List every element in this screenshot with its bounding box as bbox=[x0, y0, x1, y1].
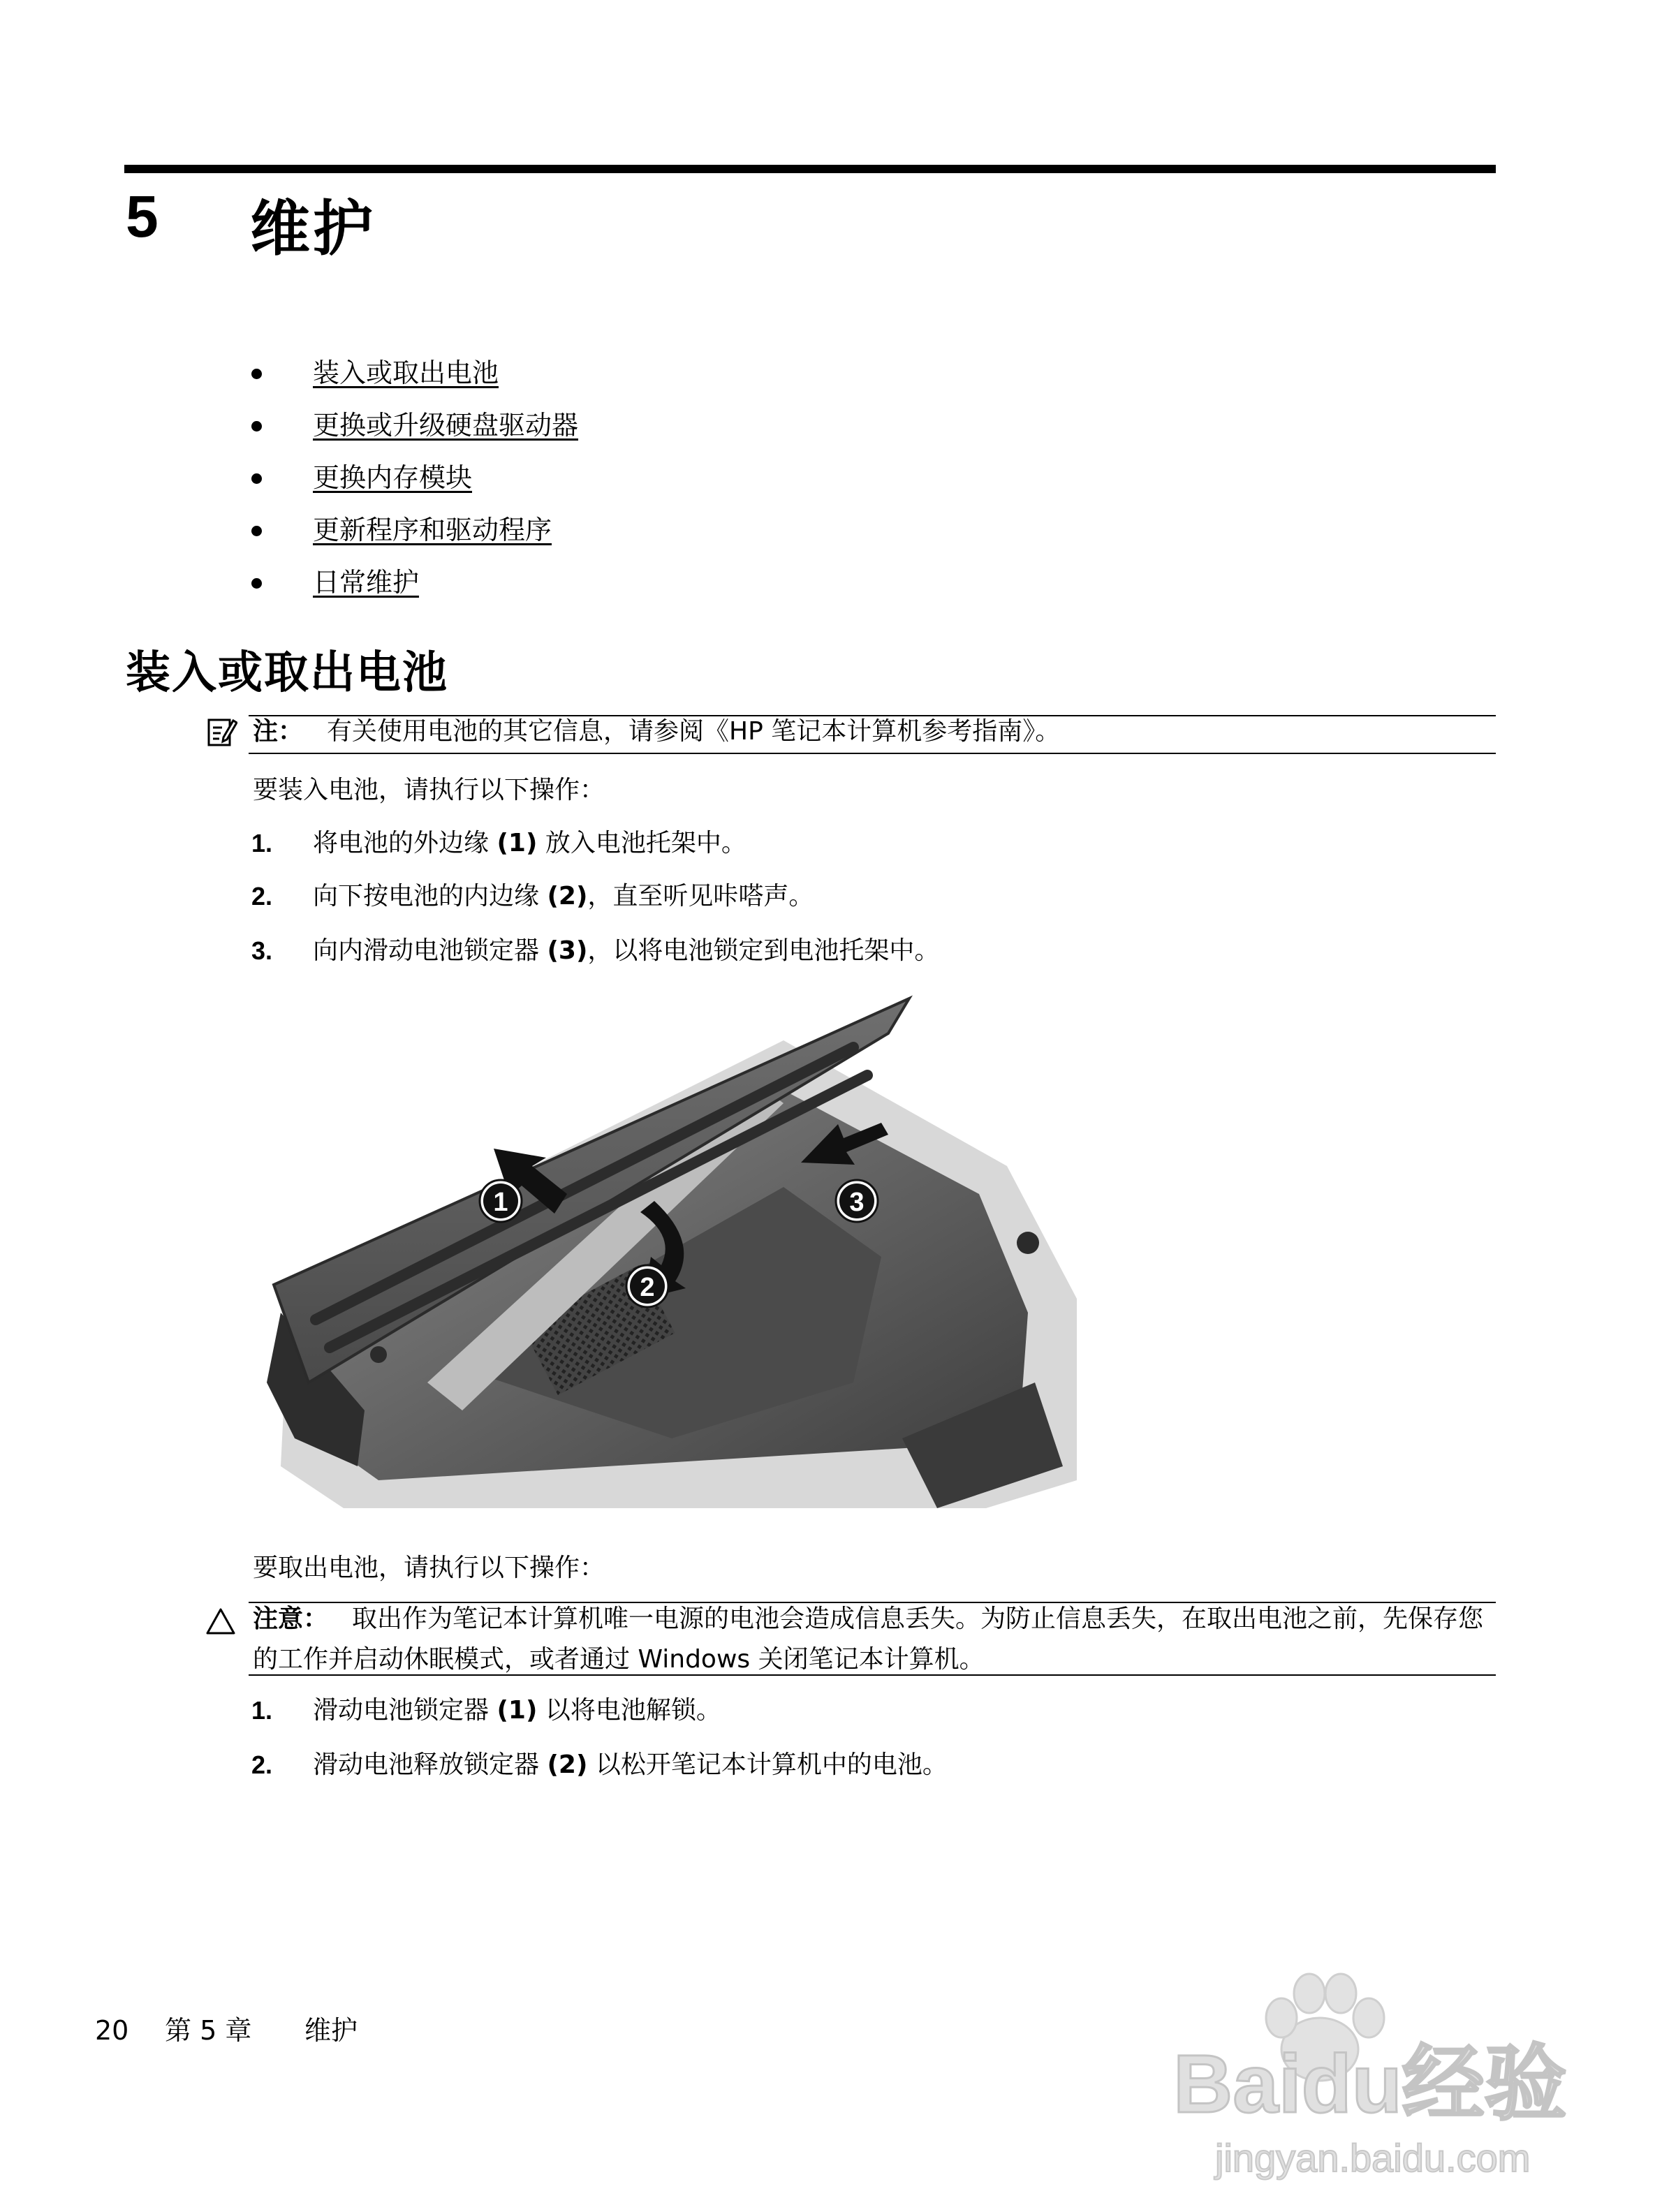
warning-triangle-icon bbox=[205, 1607, 236, 1635]
insert-step-3 bbox=[313, 933, 939, 969]
step-number: 1. bbox=[251, 829, 273, 857]
footer-chapter-label: 第 5 章 bbox=[165, 2015, 252, 2046]
remove-step-1 bbox=[313, 1693, 721, 1729]
chapter-rule bbox=[124, 165, 1496, 173]
step-text: 以松开笔记本计算机中的电池。 bbox=[587, 1750, 948, 1779]
callout-ref: (1) bbox=[497, 1696, 538, 1725]
step-number: 2. bbox=[251, 882, 273, 910]
step-text: 向内滑动电池锁定器 bbox=[313, 936, 547, 965]
step-text: 将电池的外边缘 bbox=[313, 829, 497, 857]
callout-1-label: 1 bbox=[493, 1188, 508, 1217]
callout-2-label: 2 bbox=[640, 1273, 655, 1302]
step-number: 2. bbox=[251, 1750, 273, 1779]
caution-bottom-rule bbox=[249, 1674, 1496, 1676]
battery-insert-illustration bbox=[253, 991, 1077, 1508]
section-title: 装入或取出电池 bbox=[126, 647, 448, 699]
caution-text: 取出作为笔记本计算机唯一电源的电池会造成信息丢失。为防止信息丢失，在取出电池之前，先保存您的工作并启动休眠模式，或者通过 Windows 关闭笔记本计算机。 bbox=[253, 1605, 1484, 1674]
insert-intro: 要装入电池，请执行以下操作： bbox=[253, 776, 605, 804]
toc-link-updates[interactable]: 更新程序和驱动程序 bbox=[313, 515, 552, 545]
baidu-jingyan-watermark bbox=[1131, 1913, 1620, 2206]
watermark-url: jingyan.baidu.com bbox=[1215, 2136, 1531, 2180]
note bbox=[253, 714, 1060, 750]
chapter-title: 维护 bbox=[250, 194, 376, 264]
step-text: ，直至听见咔嗒声。 bbox=[587, 882, 814, 910]
toc-link-hard-drive[interactable]: 更换或升级硬盘驱动器 bbox=[313, 410, 579, 441]
caution-label: 注意： bbox=[253, 1605, 329, 1633]
toc-link-memory[interactable]: 更换内存模块 bbox=[313, 462, 473, 493]
insert-step-2 bbox=[313, 878, 814, 915]
callout-3 bbox=[836, 1180, 878, 1222]
note-text: 有关使用电池的其它信息，请参阅《HP 笔记本计算机参考指南》。 bbox=[327, 717, 1061, 746]
footer-chapter-title: 维护 bbox=[304, 2015, 358, 2046]
bullet-icon bbox=[251, 421, 262, 432]
step-text: ，以将电池锁定到电池托架中。 bbox=[587, 936, 940, 965]
callout-1 bbox=[480, 1180, 522, 1222]
callout-ref: (2) bbox=[547, 1750, 588, 1779]
callout-3-label: 3 bbox=[849, 1188, 865, 1217]
callout-ref: (1) bbox=[497, 829, 538, 857]
callout-2 bbox=[626, 1265, 668, 1307]
note-bottom-rule bbox=[249, 753, 1496, 754]
note-label: 注： bbox=[253, 717, 304, 746]
step-text: 放入电池托架中。 bbox=[537, 829, 747, 857]
bullet-icon bbox=[251, 473, 262, 484]
step-number: 1. bbox=[251, 1696, 273, 1725]
page-number: 20 bbox=[95, 2015, 129, 2046]
toc-link-routine-care[interactable]: 日常维护 bbox=[313, 567, 420, 598]
caution bbox=[253, 1599, 1496, 1680]
chapter-number: 5 bbox=[126, 184, 159, 249]
step-text: 以将电池解锁。 bbox=[537, 1696, 721, 1725]
callout-ref: (3) bbox=[547, 936, 588, 965]
step-number: 3. bbox=[251, 936, 273, 965]
remove-intro: 要取出电池，请执行以下操作： bbox=[253, 1554, 605, 1582]
bullet-icon bbox=[251, 369, 262, 379]
note-icon bbox=[207, 716, 237, 747]
watermark-brand: Baidu经验 bbox=[1173, 2038, 1567, 2130]
callout-ref: (2) bbox=[547, 882, 588, 910]
step-text: 向下按电池的内边缘 bbox=[313, 882, 547, 910]
insert-step-1 bbox=[313, 825, 747, 862]
step-text: 滑动电池释放锁定器 bbox=[313, 1750, 547, 1779]
remove-step-2 bbox=[313, 1747, 948, 1783]
bullet-icon bbox=[251, 578, 262, 589]
bullet-icon bbox=[251, 526, 262, 536]
step-text: 滑动电池锁定器 bbox=[313, 1696, 497, 1725]
toc-link-battery[interactable]: 装入或取出电池 bbox=[313, 357, 499, 388]
